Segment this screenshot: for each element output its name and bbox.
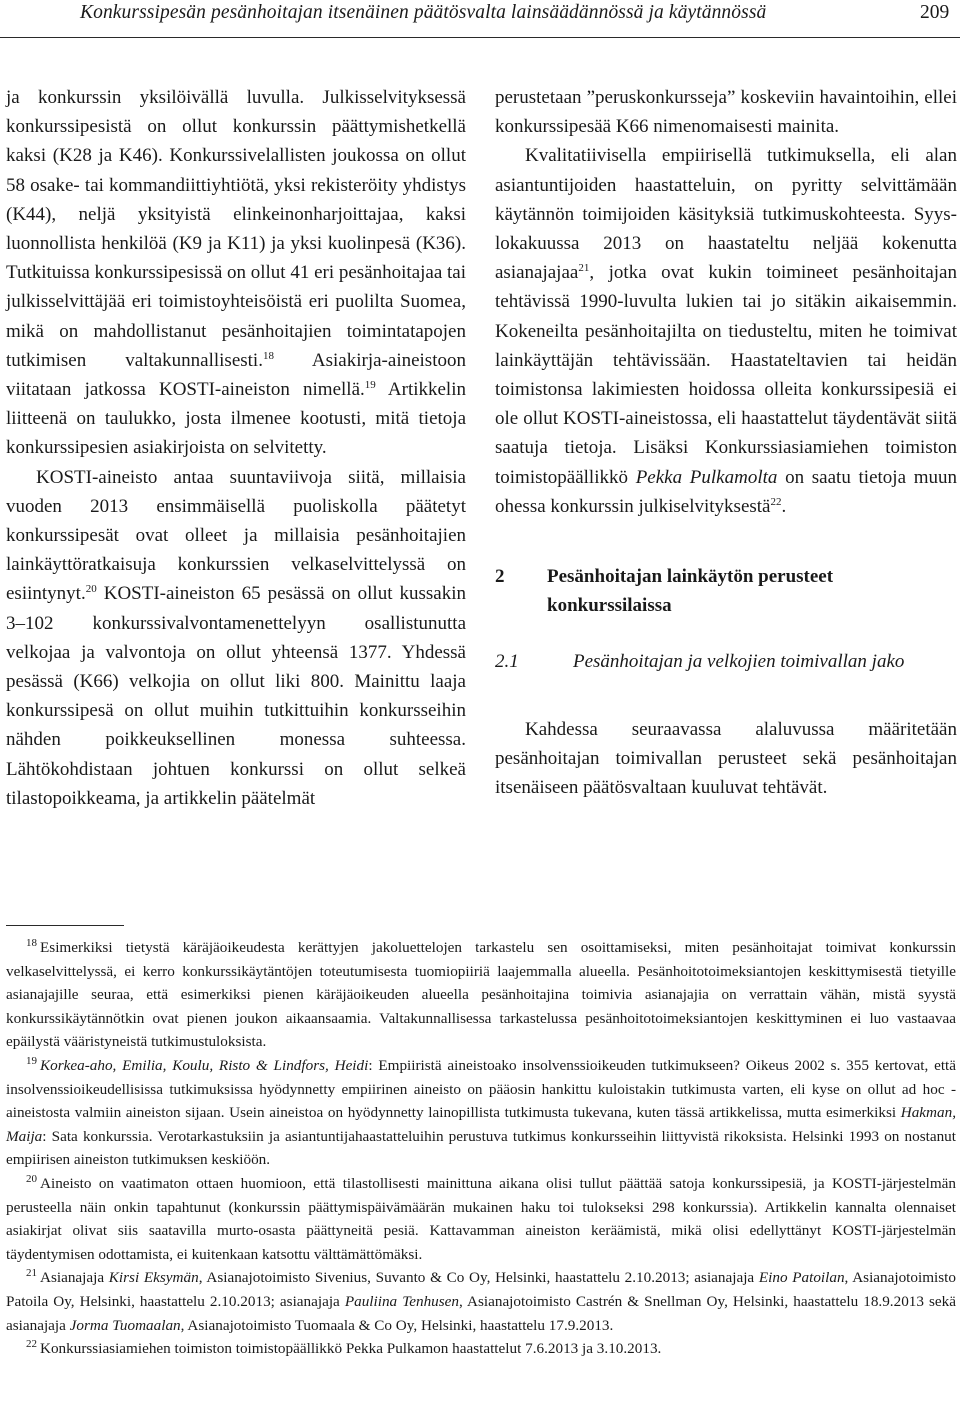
- text-run: KOSTI-aineiston 65 pesässä on ollut kussakin 3–102 konkurssivalvontamenettelyyn osallistunutta velkojaa ja valvontoja on ollut yhteensä 1377. Yhdessä pesässä (K66) velkojia on ollut liki 800. Mainittu laaja konkurssipesä on ollut muihin tutkittuihin konkursseihin nähden poikkeuksellinen monessa suhteessa. Lähtökohdistaan johtuen konkurssi on ollut selkeä tilastopoikkeama, ja artikkelin päätelmät: [6, 583, 466, 809]
- text-run: on saatu tietoja muun ohessa konkurssin julkiselvityksestä: [495, 466, 957, 517]
- running-header: [0, 0, 960, 38]
- section-title: Pesänhoitajan lainkäytön perusteet konkurssilaissa: [547, 566, 834, 617]
- subsection-title: Pesänhoitajan ja velkojien toimivallan jako: [573, 651, 905, 673]
- footnote-ref-18[interactable]: 18: [262, 349, 274, 362]
- footnote-text: Esimerkiksi tietystä käräjäoikeudesta kerättyjen jakoluettelojen tarkastelu sen osoittamiseksi, miten pesänhoitajat toimivat konkurssin velkaselvittelyssä, ei kerro konkurssikäytäntöjen toteutumisesta tuomiopiiriä laajemmalla alueella. Pesänhoitotoimeksiantojen keskittymisestä tietyille asianajajille seuraa, että esimerkiksi pienen käräjäoikeuden alueella pesänhoitajina toimivia asianajajia on verrattain vähän, mistä syystä konkurssikäytännötkin ovat pienen joukon aikaansaamia. Valtakunnallisessa tarkastelussa pesänhoitotoimeksiantojen keskittyminen ei luo vastaavaa epäilystä vääristyneistä tutkimustuloksista.: [6, 939, 956, 1051]
- italic-name: Pekka Pulkamolta: [635, 466, 778, 488]
- footnote-text: Aineisto on vaatimaton ottaen huomioon, että tilastollisesti mainittuna aikana olisi tullut päättää satoja konkurssipesiä, ja KOSTI-järjestelmän perusteella näin onkin tapahtunut (konkurssin päättymispäivämäärän mukainen haku toi tulokseksi 298 konkurssia). Artikkelin kannalta olennaiset asiakirjat olivat siis saatavilla murto-osasta päättyneitä pesiä. Kattavamman aineiston keräämistä, mikä olisi edellyttänyt KOSTI-järjestelmän täydentymisen odottamista, ei kuitenkaan katsottu välttämättömäksi.: [6, 1174, 956, 1263]
- footnote-text: : Sata konkurssia. Verotarkastuksiin ja asiantuntijahaastatteluihin perustuva tutkimus konkursseihin liittyvistä rikoksista. Helsinki 1993 on nostanut empiirisen aineiston tutkimuksen keskiöön.: [6, 1127, 956, 1169]
- body-paragraph: perustetaan ”peruskonkursseja” koskeviin havaintoihin, ellei konkurssipesää K66 nimenomaisesti mainita.: [495, 87, 957, 138]
- footnotes: [6, 925, 956, 1361]
- footnote-name: Eino Patoilan: [758, 1269, 845, 1287]
- body-paragraph: Kahdessa seuraavassa alaluvussa määritetään pesänhoitajan toimivallan perusteet sekä pesänhoitajan itsenäiseen päätösvaltaan kuuluvat tehtävät.: [495, 718, 957, 799]
- text-run: Asiakirja-aineistoon viitataan jatkossa KOSTI-aineiston nimellä.: [6, 349, 466, 401]
- body-paragraph: [495, 141, 957, 521]
- footnote-text: Asianajaja: [40, 1269, 109, 1287]
- text-run: ja konkurssin yksilöivällä luvulla. Julkisselvityksessä konkurssipesistä on ollut konkurssin päättymishetkellä kaksi (K28 ja K46). Konkurssivelallisten joukossa on ollut 58 osake- tai kommandiittiyhtiötä, yksi rekisteröity yhdistys (K44), neljä yksityistä elinkeinonharjoittajaa, kaksi luonnollista henkilöä (K9 ja K11) ja yksi kuolinpesä (K36). Tutkituissa konkurssipesissä on ollut 41 eri pesänhoitajaa tai julkisselvittäjää eri toimistoyhteisöistä eri puolilta Suomea, mikä on mahdollistanut pesänhoitajien toimintatapojen tutkimisen valtakunnallisesti.: [6, 87, 467, 371]
- text-run: .: [781, 495, 787, 517]
- footnote-number: 21: [26, 1267, 37, 1280]
- footnote-ref-22[interactable]: 22: [770, 495, 782, 508]
- footnote-rule: [6, 925, 124, 926]
- text-run: KOSTI-aineisto antaa suuntaviivoja siitä, millaisia vuoden 2013 ensimmäisellä puoliskolla päätetyt konkurssipesät ovat olleet ja millaisia pesänhoitajien lainkäyttöratkaisuja konkurssien velkaselvittelyssä on esiintynyt.: [6, 466, 466, 605]
- footnote-18: [6, 936, 956, 1054]
- footnote-number: 19: [26, 1054, 37, 1067]
- left-column: [6, 83, 466, 813]
- body-paragraph: [6, 83, 466, 463]
- footnote-19: [6, 1054, 956, 1172]
- footnote-ref-21[interactable]: 21: [578, 262, 590, 275]
- footnote-name: Jorma Tuomaalan: [69, 1316, 181, 1334]
- footnote-authors: Korkea-aho, Emilia, Koulu, Risto & Lindfors, Heidi: [40, 1056, 369, 1074]
- footnote-text: , Asianajotoimisto Patoila Oy, Helsinki, haastattelu 2.10.2013; asianajaja: [6, 1269, 956, 1310]
- footnote-number: 20: [26, 1172, 37, 1185]
- footnote-name: Pauliina Tenhusen: [344, 1292, 460, 1310]
- subsection-number: 2.1: [495, 651, 519, 673]
- footnote-ref-19[interactable]: 19: [364, 379, 376, 392]
- section-heading: [495, 562, 957, 620]
- running-title: Konkurssipesän pesänhoitajan itsenäinen päätösvalta lainsäädännössä ja käytännössä: [80, 2, 767, 23]
- footnote-number: 22: [26, 1338, 37, 1351]
- footnote-text: Konkurssiasiamiehen toimiston toimistopäällikkö Pekka Pulkamon haastattelut 7.6.2013 ja 3.10.2013.: [40, 1340, 662, 1358]
- right-column: [495, 83, 957, 802]
- subsection-heading: [495, 647, 957, 676]
- body-paragraph: [6, 463, 466, 813]
- page-number: 209: [920, 2, 950, 23]
- footnote-name: Kirsi Eksymän: [108, 1269, 199, 1287]
- text-run: Artikkelin liitteenä on taulukko, josta ilmenee kootusti, mitä tietoja konkurssipesien asiakirjoista on selvitetty.: [6, 379, 466, 459]
- section-number: 2: [495, 566, 505, 588]
- footnote-text: : Empiiristä aineistoako insolvenssioikeuden tutkimukseen? Oikeus 2002 s. 355 kertovat, että insolvenssioikeudellisissa tutkimuksissa hyödynnetty empiirinen aineisto on pääosin hankittu kuloistakin tutkimusta varten, eli kyse on ollut ad hoc -aineistosta valmiin aineiston sijaan. Usein aineistoa on hyödynnetty lainopillista tutkimusta tukevana, kuten tässä artikkelissa, mutta esimerkiksi: [6, 1056, 956, 1122]
- header-rule: [0, 37, 960, 38]
- footnote-ref-20[interactable]: 20: [85, 583, 97, 596]
- text-run: , jotka ovat kukin toimineet pesänhoitajan tehtävissä 1990-luvulta lukien tai jo sitäkin aikaisemmin. Kokeneilta pesänhoitajilta on tiedusteltu, miten he toimivat lainkäyttäjän tehtävissään. Haastateltavien tai heidän toimistonsa lakimiesten hoidossa olleita konkurssipesiä ei ole ollut KOSTI-aineistossa, eli haastattelut täydentävät siitä saatuja tietoja. Lisäksi Konkurssiasiamiehen toimiston toimistopäällikkö: [495, 262, 957, 488]
- footnote-20: [6, 1172, 956, 1266]
- footnote-text: , Asianajotoimisto Sivenius, Suvanto & Co Oy, Helsinki, haastattelu 2.10.2013; asianajaja: [198, 1269, 759, 1287]
- footnote-text: , Asianajotoimisto Castrén & Snellman Oy, Helsinki, haastattelu 18.9.2013 sekä asianajaja: [6, 1292, 956, 1334]
- footnote-22: [6, 1337, 956, 1361]
- text-run: Kvalitatiivisella empiirisellä tutkimuksella, eli alan asiantuntijoiden haastatteluin, on pyritty selvittämään käytännön toimijoiden käsityksiä tutkimuskohteesta. Syys-lokakuussa 2013 on haastateltu neljää kokenutta asianajajaa: [495, 145, 957, 284]
- footnote-number: 18: [26, 937, 37, 949]
- footnote-authors: Hakman, Maija: [6, 1104, 956, 1145]
- footnote-21: [6, 1266, 956, 1337]
- footnote-text: , Asianajotoimisto Tuomaala & Co Oy, Helsinki, haastattelu 17.9.2013.: [180, 1316, 614, 1334]
